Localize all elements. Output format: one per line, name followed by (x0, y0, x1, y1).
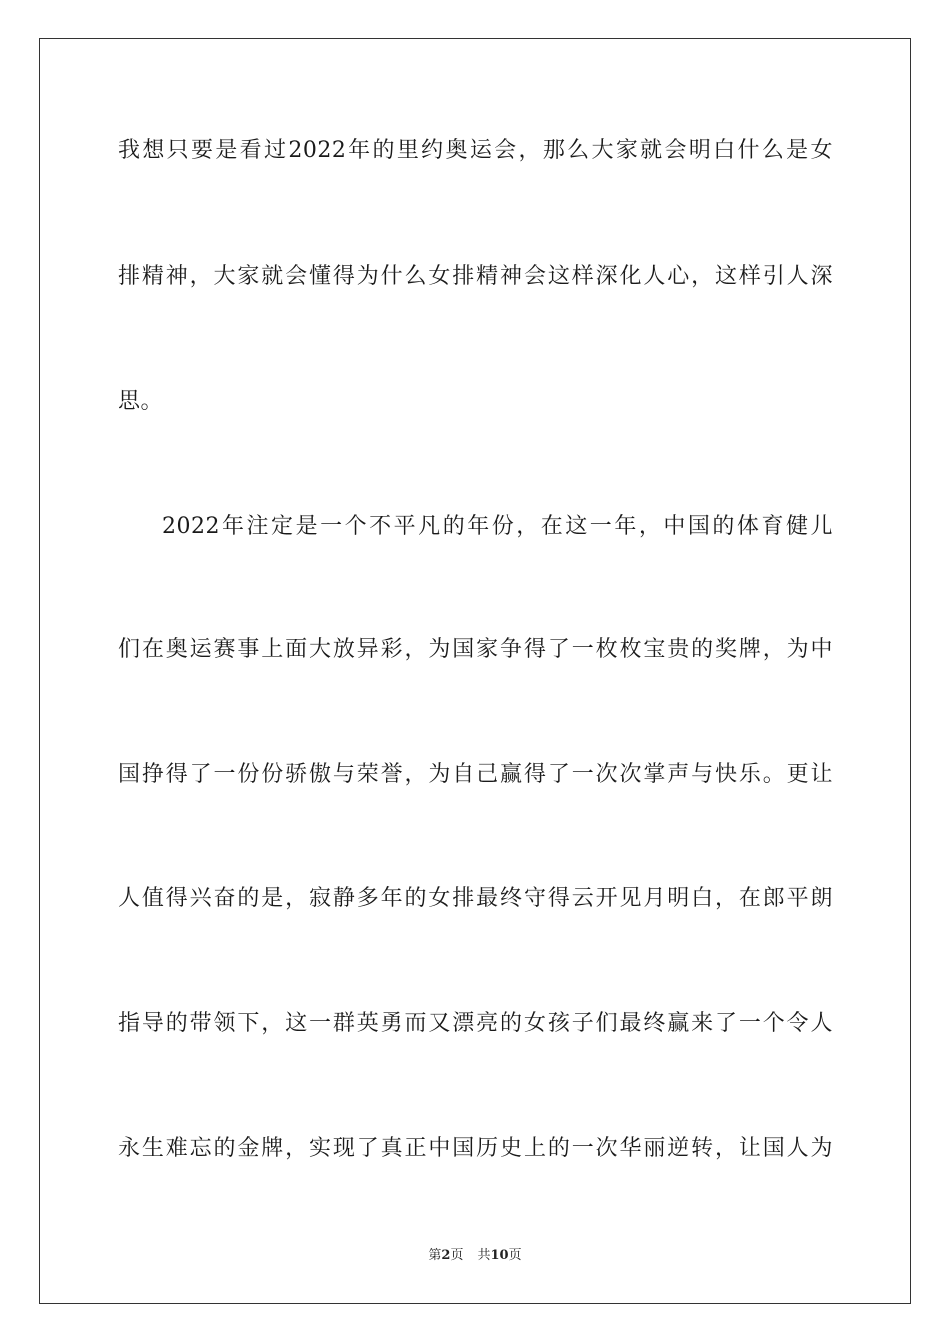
page-border (39, 38, 911, 1304)
paragraph-2-line-3: 国挣得了一份份骄傲与荣誉，为自己赢得了一次次掌声与快乐。更让 (118, 762, 833, 787)
paragraph-1-line-1: 我想只要是看过2022年的里约奥运会，那么大家就会明白什么是女 (118, 138, 833, 163)
paragraph-2-line-5: 指导的带领下，这一群英勇而又漂亮的女孩子们最终赢来了一个令人 (118, 1011, 833, 1036)
total-prefix: 共 (477, 1248, 491, 1263)
paragraph-2-line-1: 2022年注定是一个不平凡的年份，在这一年，中国的体育健儿 (162, 514, 833, 539)
total-unit: 页 (508, 1248, 522, 1263)
paragraph-1-line-2: 排精神，大家就会懂得为什么女排精神会这样深化人心，这样引人深 (118, 264, 833, 289)
paragraph-1-line-3: 思。 (118, 389, 164, 414)
page-unit: 页 (450, 1248, 464, 1263)
paragraph-2-line-6: 永生难忘的金牌，实现了真正中国历史上的一次华丽逆转，让国人为 (118, 1136, 833, 1161)
paragraph-2-line-2: 们在奥运赛事上面大放异彩，为国家争得了一枚枚宝贵的奖牌，为中 (118, 637, 833, 662)
page-prefix: 第 (428, 1248, 442, 1263)
total-page-count: 10 (490, 1248, 509, 1263)
paragraph-2-line-4: 人值得兴奋的是，寂静多年的女排最终守得云开见月明白，在郎平朗 (118, 886, 833, 911)
page-footer (0, 1246, 950, 1266)
current-page-number: 2 (441, 1248, 451, 1263)
